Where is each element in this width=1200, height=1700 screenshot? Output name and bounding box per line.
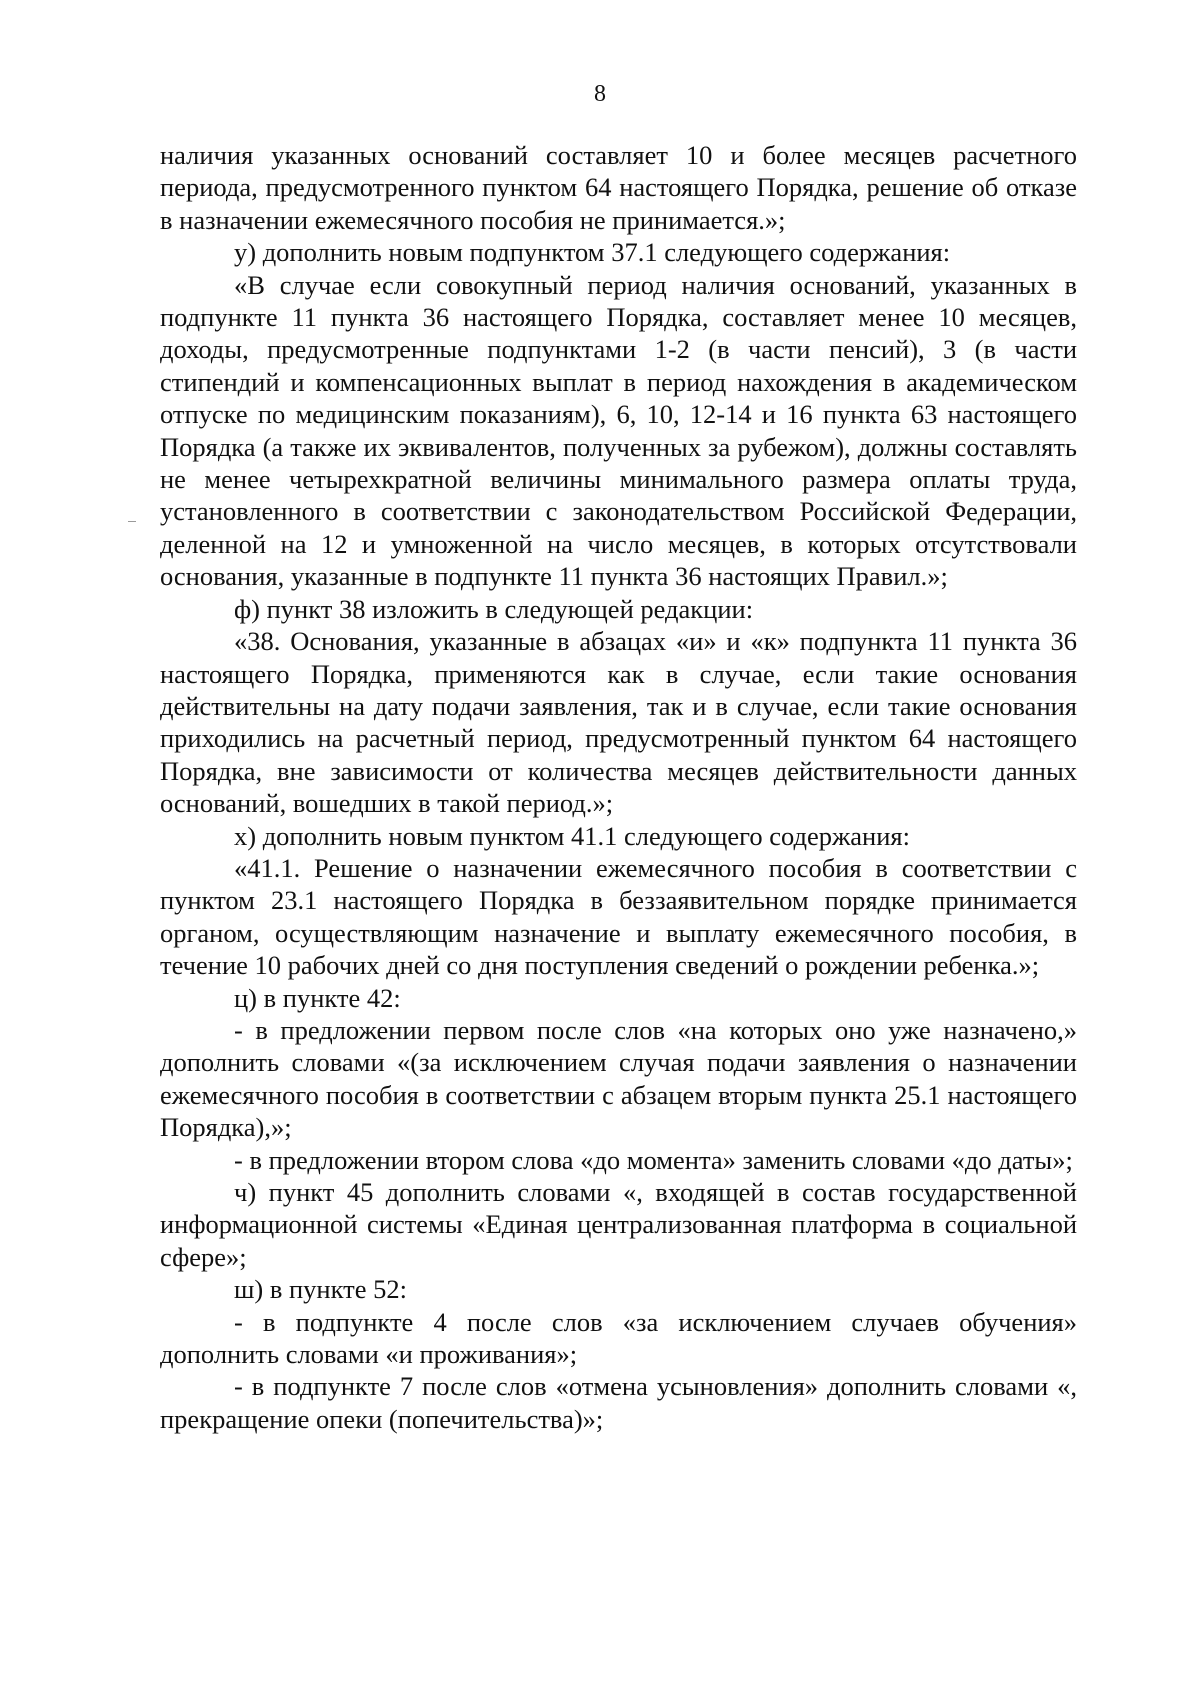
paragraph-item-kh: х) дополнить новым пунктом 41.1 следующего содержания: (234, 820, 910, 851)
paragraph-item-ts: ц) в пункте 42: (234, 982, 401, 1013)
paragraph-dash-52-4: - в подпункте 4 после слов «за исключением случаев обучения» дополнить словами «и проживания»; (160, 1306, 1077, 1370)
page-number: 8 (594, 81, 606, 107)
paragraph-dash-52-7: - в подпункте 7 после слов «отмена усыновления» дополнить словами «, прекращение опеки (попечительства)»; (160, 1371, 1077, 1434)
document-body (160, 139, 1077, 1435)
paragraph-dash-42-second: - в предложении втором слова «до момента» заменить словами «до даты»; (234, 1144, 1073, 1175)
paragraph-item-f: ф) пункт 38 изложить в следующей редакции: (234, 593, 754, 624)
paragraph-continuation: наличия указанных оснований составляет 10 и более месяцев расчетного периода, предусмотренного пунктом 64 настоящего Порядка, решение об отказе в назначении ежемесячного пособия не принимается.»; (160, 140, 1077, 235)
margin-mark (128, 521, 136, 522)
paragraph-quote-37-1: «В случае если совокупный период наличия оснований, указанных в подпункте 11 пункта 36 настоящего Порядка, составляет менее 10 месяцев, доходы, предусмотренные подпунктами 1-2 (в части пенсий), 3 (в части стипендий и компенсационных выплат в период нахождения в академическом отпуске по медицинским показаниям), 6, 10, 12-14 и 16 пункта 63 настоящего Порядка (а также их эквивалентов, полученных за рубежом), должны составлять не менее четырехкратной величины минимального размера оплаты труда, установленного в соответствии с законодательством Российской Федерации, деленной на 12 и умноженной на число месяцев, в которых отсутствовали основания, указанные в подпункте 11 пункта 36 настоящих Правил.»; (160, 269, 1077, 592)
paragraph-item-sh: ш) в пункте 52: (234, 1274, 407, 1305)
paragraph-dash-42-first: - в предложении первом после слов «на которых оно уже назначено,» дополнить словами «(за исключением случая подачи заявления о назначении ежемесячного пособия в соответствии с абзацем вторым пункта 25.1 настоящего Порядка),»; (160, 1014, 1077, 1143)
paragraph-item-ch: ч) пункт 45 дополнить словами «, входящей в состав государственной информационной системы «Единая централизованная платформа в социальной сфере»; (160, 1177, 1077, 1272)
paragraph-quote-41-1: «41.1. Решение о назначении ежемесячного пособия в соответствии с пунктом 23.1 настоящего Порядка в беззаявительном порядке принимается органом, осуществляющим назначение и выплату ежемесячного пособия, в течение 10 рабочих дней со дня поступления сведений о рождении ребенка.»; (160, 852, 1077, 981)
paragraph-quote-38: «38. Основания, указанные в абзацах «и» и «к» подпункта 11 пункта 36 настоящего Порядка, применяются как в случае, если такие основания действительны на дату подачи заявления, так и в случае, если такие основания приходились на расчетный период, предусмотренный пунктом 64 настоящего Порядка, вне зависимости от количества месяцев действительности данных оснований, вошедших в такой период.»; (160, 626, 1077, 819)
paragraph-item-u: у) дополнить новым подпунктом 37.1 следующего содержания: (234, 237, 951, 268)
